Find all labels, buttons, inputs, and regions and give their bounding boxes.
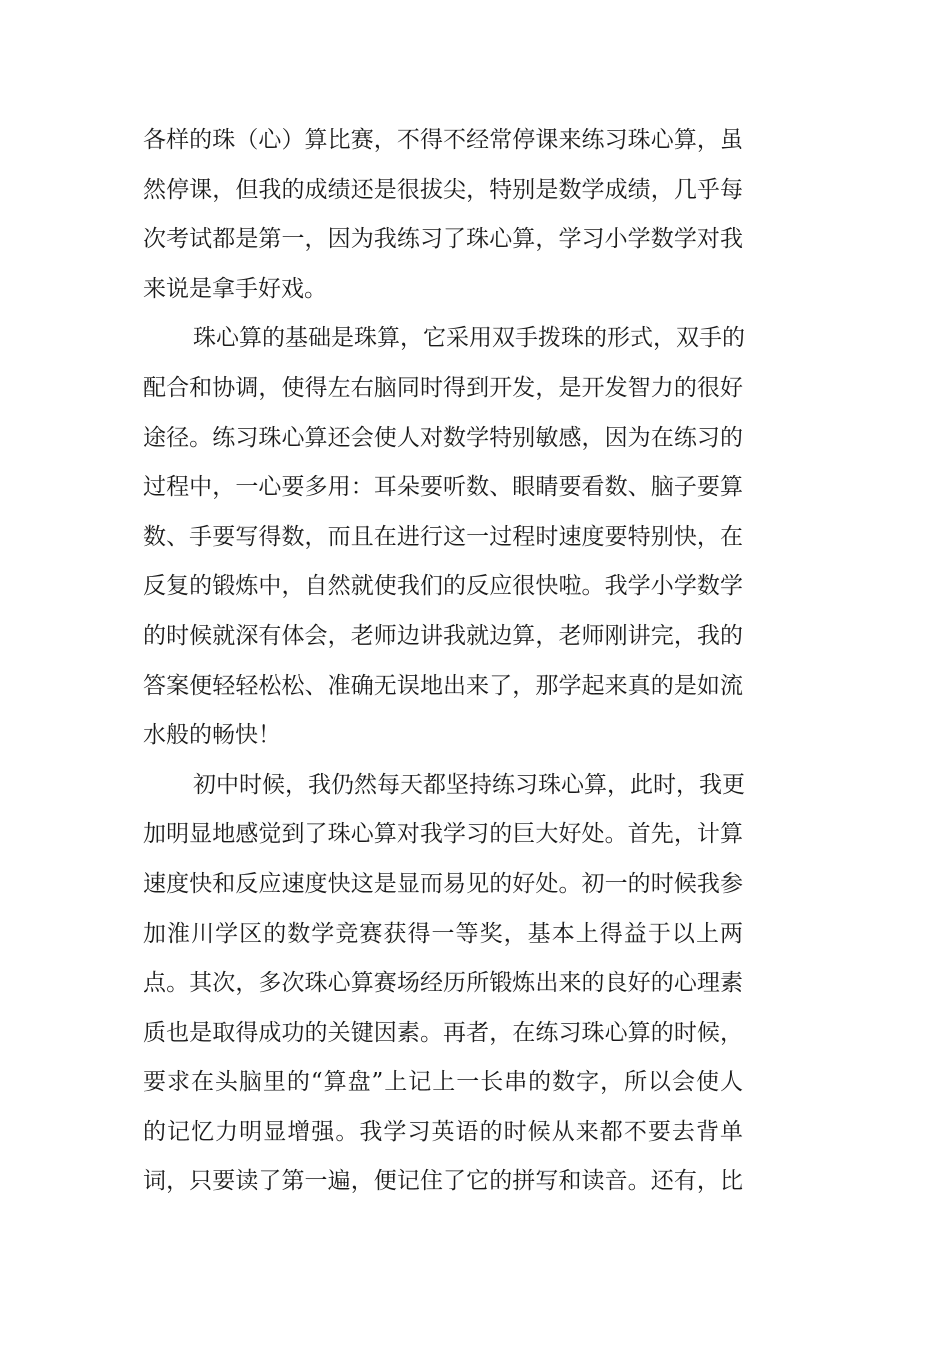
text-line: 珠心算的基础是珠算，它采用双手拨珠的形式，双手的: [193, 325, 745, 352]
text-line: 来说是拿手好戏。: [143, 275, 327, 302]
text-line: 答案便轻轻松松、准确无误地出来了，那学起来真的是如流: [143, 672, 743, 699]
text-line: 数、手要写得数，而且在进行这一过程时速度要特别快，在: [143, 523, 743, 550]
text-line: 点。其次，多次珠心算赛场经历所锻炼出来的良好的心理素: [143, 970, 743, 997]
text-line: 加淮川学区的数学竞赛获得一等奖，基本上得益于以上两: [143, 920, 743, 947]
text-line: 水般的畅快！: [143, 722, 281, 749]
text-line: 各样的珠（心）算比赛，不得不经常停课来练习珠心算，虽: [143, 127, 743, 153]
text-line: 过程中，一心要多用：耳朵要听数、眼睛要看数、脑子要算: [143, 474, 743, 501]
text-line: 反复的锻炼中，自然就使我们的反应很快啦。我学小学数学: [143, 573, 743, 600]
text-line: 的时候就深有体会，老师边讲我就边算，老师刚讲完，我的: [143, 622, 743, 649]
text-line: 配合和协调，使得左右脑同时得到开发，是开发智力的很好: [143, 374, 743, 401]
text-line: 加明显地感觉到了珠心算对我学习的巨大好处。首先，计算: [143, 821, 743, 848]
paragraph-3: [143, 761, 743, 1207]
text-line: 质也是取得成功的关键因素。再者，在练习珠心算的时候，: [143, 1019, 743, 1046]
text-line: 初中时候，我仍然每天都坚持练习珠心算，此时，我更: [193, 771, 745, 798]
text-line: 的记忆力明显增强。我学习英语的时候从来都不要去背单: [143, 1118, 743, 1145]
text-line: 次考试都是第一，因为我练习了珠心算，学习小学数学对我: [143, 226, 743, 253]
text-line: 然停课，但我的成绩还是很拔尖，特别是数学成绩，几乎每: [143, 176, 743, 203]
text-line: 途径。练习珠心算还会使人对数学特别敏感，因为在练习的: [143, 424, 743, 451]
text-line: 要求在头脑里的“算盘”上记上一长串的数字，所以会使人: [143, 1069, 743, 1096]
document-body: [143, 116, 743, 1207]
paragraph-2: [143, 314, 743, 760]
paragraph-1: [143, 116, 743, 314]
text-line: 速度快和反应速度快这是显而易见的好处。初一的时候我参: [143, 870, 743, 897]
text-line: 词，只要读了第一遍，便记住了它的拼写和读音。还有，比: [143, 1168, 743, 1195]
